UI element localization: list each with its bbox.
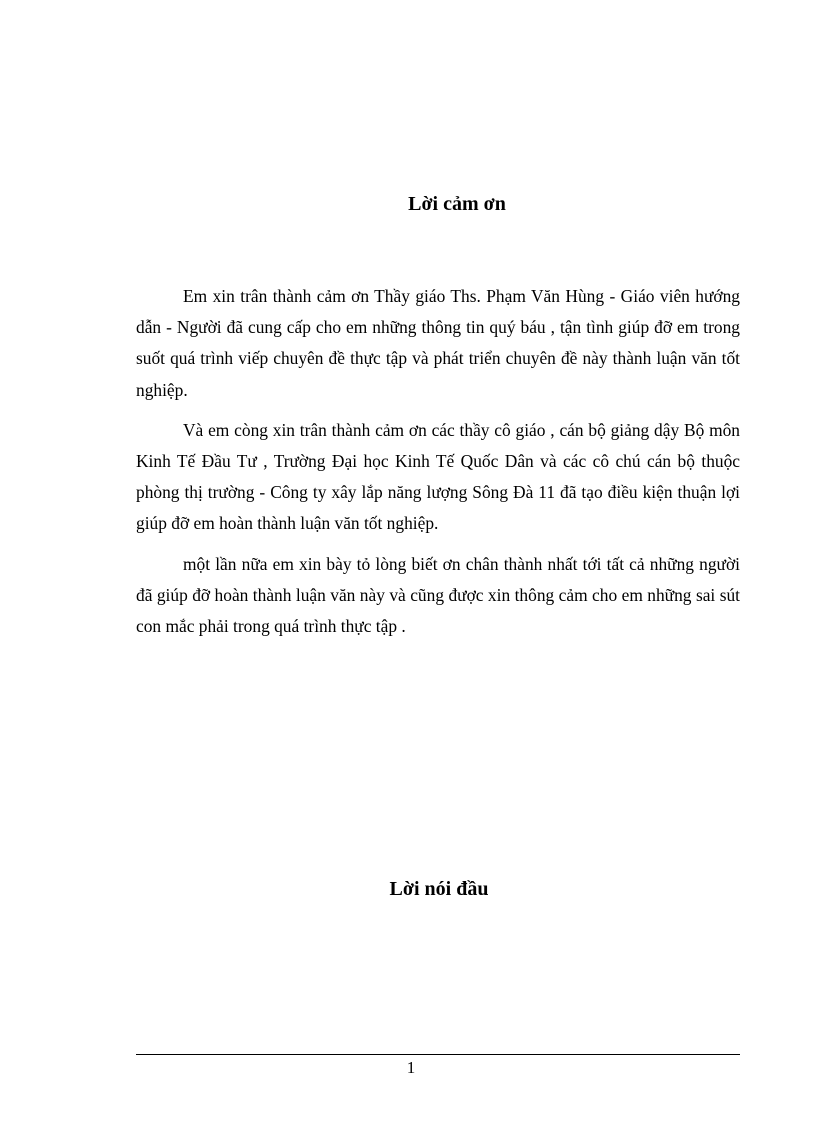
- thanks-paragraph-3: một lần nữa em xin bày tỏ lòng biết ơn chân thành nhất tới tất cả những người đã giúp đỡ hoàn thành luận văn này và cũng được xin thông cảm cho em những sai sút con mắc phải trong quá trình thực tập .: [136, 553, 740, 637]
- footer-divider: [136, 1054, 740, 1055]
- thanks-heading: Lời cảm ơn: [408, 193, 506, 215]
- thanks-body: [136, 281, 740, 651]
- page-number: 1: [406, 1058, 416, 1077]
- thanks-paragraph-2: Và em còng xin trân thành cảm ơn các thầy cô giáo , cán bộ giảng dậy Bộ môn Kinh Tế Đầu Tư , Trường Đại học Kinh Tế Quốc Dân và các cô chú cán bộ thuộc phòng thị trường - Công ty xây lắp năng lượng Sông Đà 11 đã tạo điều kiện thuận lợi giúp đỡ em hoàn thành luận văn tốt nghiệp.: [136, 419, 740, 534]
- thanks-paragraph-1: Em xin trân thành cảm ơn Thầy giáo Ths. Phạm Văn Hùng - Giáo viên hướng dẫn - Người đã cung cấp cho em những thông tin quý báu , tận tình giúp đỡ em trong suốt quá trình viếp chuyên đề thực tập và phát triển chuyên đề này thành luận văn tốt nghiệp.: [136, 286, 740, 400]
- preface-heading: Lời nói đầu: [389, 878, 489, 900]
